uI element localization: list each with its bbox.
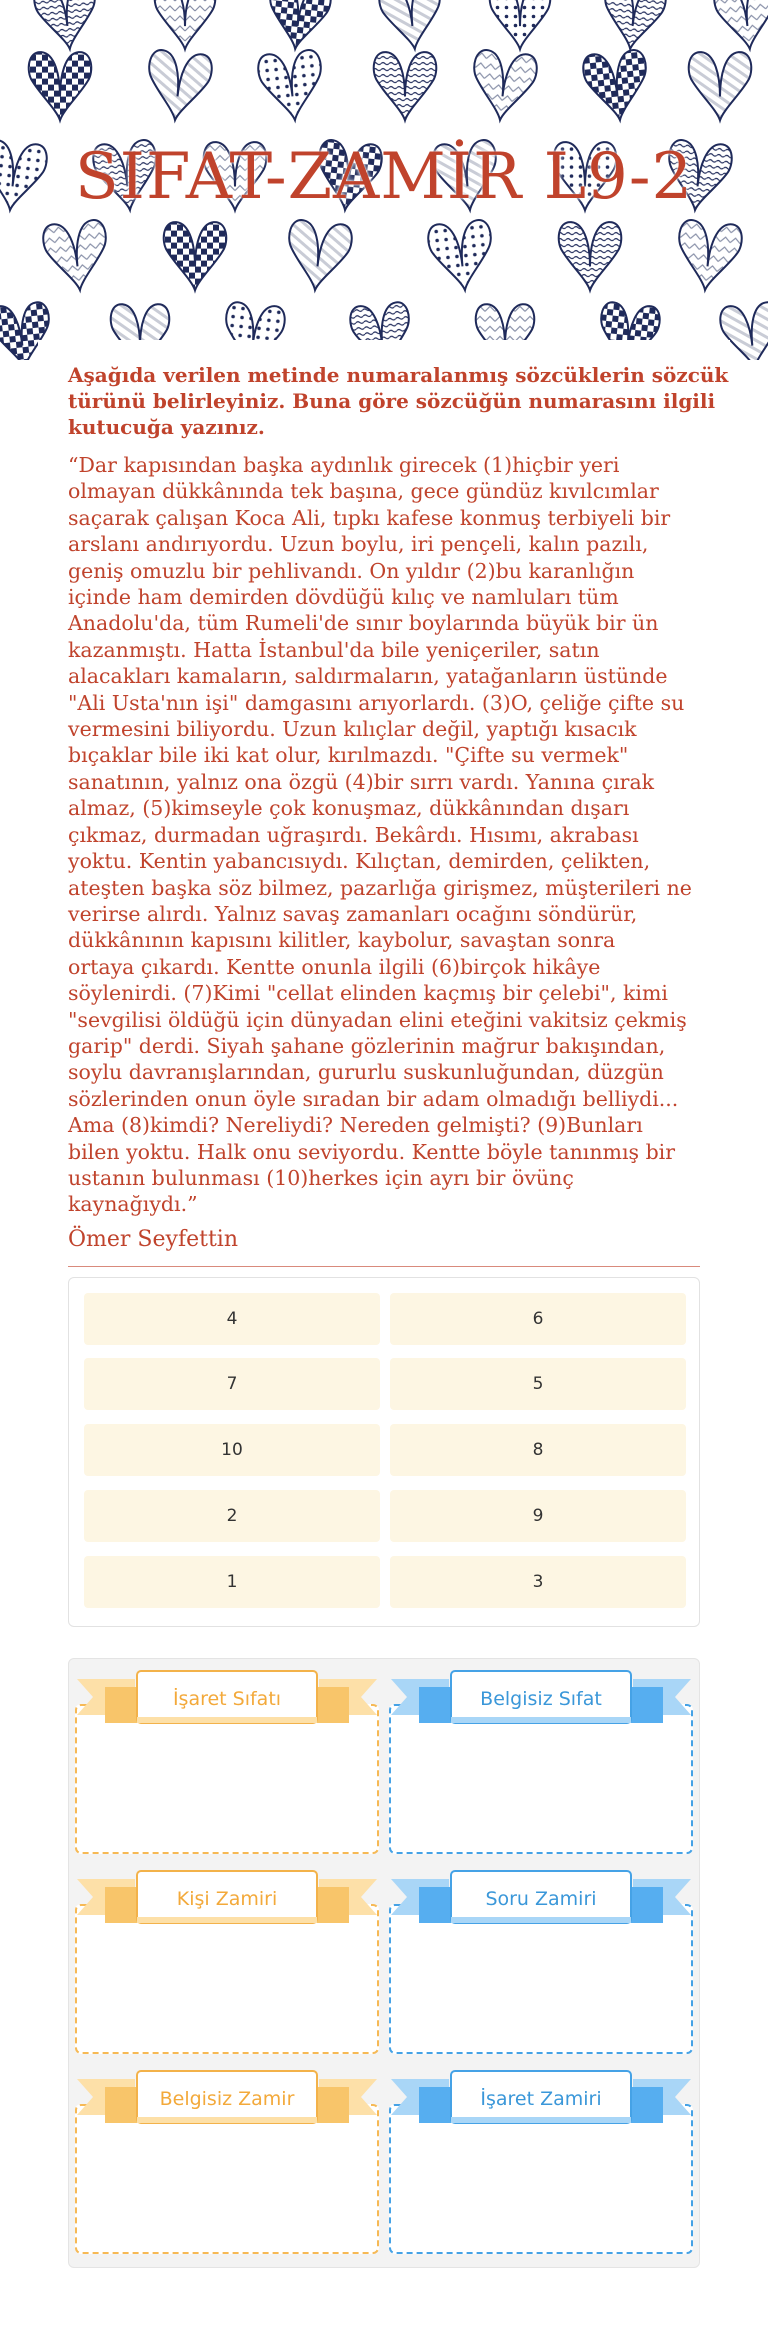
heart-icon	[42, 219, 111, 293]
divider	[68, 1266, 700, 1267]
category-banner	[391, 1865, 691, 1927]
heart-icon	[164, 222, 227, 290]
heart-icon	[600, 0, 667, 52]
answer-chip[interactable]: 8	[390, 1424, 686, 1476]
heart-icon	[713, 0, 768, 52]
category-banner	[391, 2065, 691, 2127]
reading-passage: “Dar kapısından başka aydınlık girecek (1)hiçbir yeri olmayan dükkânında tek başına, gece gündüz kıvılcımlar saçarak çalışan Koca Ali, tıpkı kafese konmuş terbiyeli bir arslanı andırıyordu. Uzun boylu, iri pençeli, kalın pazılı, geniş omuzlu bir pehlivandı. On yıldır (2)bu karanlığın içinde ham demirden dövdüğü kılıç ve namluları tüm Anadolu'da, tüm Rumeli'de sınır boylarında büyük bir ün kazanmıştı. Hatta İstanbul'da bile yeniçeriler, satın alacakları kamaların, saldırmaların, yatağanların üstünde "Ali Usta'nın işi" damgasını arıyorlardı. (3)O, çeliğe çifte su vermesini biliyordu. Uzun kılıçlar değil, yaptığı kısacık bıçaklar bile iki kat olur, kırılmazdı. "Çifte su vermek" sanatının, yalnız ona özgü (4)bir sırrı vardı. Yanına çırak almaz, (5)kimseyle çok konuşmaz, dükkânından dışarı çıkmaz, durmadan uğraşırdı. Bekârdı. Hısımı, akrabası yoktu. Kentin yabancısıydı. Kılıçtan, demirden, çelikten, ateşten başka söz bilmez, pazarlığa girişmez, müşterileri ne verirse alırdı. Yalnız savaş zamanları ocağını söndürür, dükkânının kapısını kilitler, kaybolur, savaştan sonra ortaya çıkardı. Kentte onunla ilgili (6)birçok hikâye söylenirdi. (7)Kimi "cellat elinden kaçmış bir çelebi", kimi "sevgilisi öldüğü için dünyadan elini eteğini vakitsiz çekmiş garip" derdi. Siyah şahane gözlerinin mağrur bakışından, soylu davranışlarından, gururlu suskunluğundan, düzgün sözlerinden onun öyle sıradan bir adam olmadığı belliydi... Ama (8)kimdi? Nereliydi? Nereden gelmişti? (9)Bunları bilen yoktu. Halk onu seviyordu. Kentte böyle tanınmış bir ustanın bulunması (10)herkes için ayrı bir övünç kaynağıydı.”	[68, 453, 692, 1217]
answer-chip[interactable]: 9	[390, 1490, 686, 1542]
heart-icon	[155, 0, 216, 49]
activity-card	[38, 340, 730, 2290]
passage-author: Ömer Seyfettin	[68, 1227, 238, 1252]
category-label-soru-zamiri: Soru Zamiri	[485, 1888, 597, 1910]
category-drop-panel	[68, 1658, 700, 2268]
heart-icon	[490, 0, 551, 49]
answer-chip[interactable]: 4	[84, 1293, 380, 1345]
category-banner	[77, 1865, 377, 1927]
answer-chips-panel	[68, 1277, 700, 1627]
answer-chip[interactable]: 10	[84, 1424, 380, 1476]
answer-chip[interactable]: 1	[84, 1556, 380, 1608]
category-label-kisi-zamiri: Kişi Zamiri	[176, 1888, 278, 1910]
page-title: SIFAT-ZAMİR L9-2	[74, 140, 694, 214]
heart-icon	[559, 222, 622, 290]
heart-icon	[29, 52, 92, 120]
heart-icon	[257, 49, 326, 123]
heart-icon	[582, 49, 651, 123]
category-label-belgisiz-zamir: Belgisiz Zamir	[159, 2088, 295, 2110]
heart-icon	[427, 219, 496, 293]
category-label-isaret-zamiri: İşaret Zamiri	[480, 2088, 602, 2110]
heart-icon	[284, 219, 353, 293]
answer-chip[interactable]: 6	[390, 1293, 686, 1345]
category-label-isaret-sifati: İşaret Sıfatı	[172, 1688, 282, 1710]
heart-icon	[689, 52, 752, 120]
answer-chip[interactable]: 3	[390, 1556, 686, 1608]
heart-icon	[33, 0, 100, 52]
heart-icon	[378, 0, 445, 52]
heart-icon	[374, 52, 437, 120]
heart-icon	[469, 49, 538, 123]
category-banner	[77, 1665, 377, 1727]
answer-chip[interactable]: 7	[84, 1358, 380, 1410]
answer-chip[interactable]: 2	[84, 1490, 380, 1542]
category-label-belgisiz-sifat: Belgisiz Sıfat	[480, 1688, 602, 1710]
answer-chip[interactable]: 5	[390, 1358, 686, 1410]
category-banner	[391, 1665, 691, 1727]
hero-banner	[0, 0, 768, 360]
heart-icon	[674, 219, 743, 293]
heart-icon	[144, 49, 213, 123]
category-banner	[77, 2065, 377, 2127]
heart-icon	[265, 0, 332, 52]
instruction-text: Aşağıda verilen metinde numaralanmış sözcüklerin sözcük türünü belirleyiniz. Buna göre sözcüğün numarasını ilgili kutucuğa yazınız.	[68, 363, 729, 439]
